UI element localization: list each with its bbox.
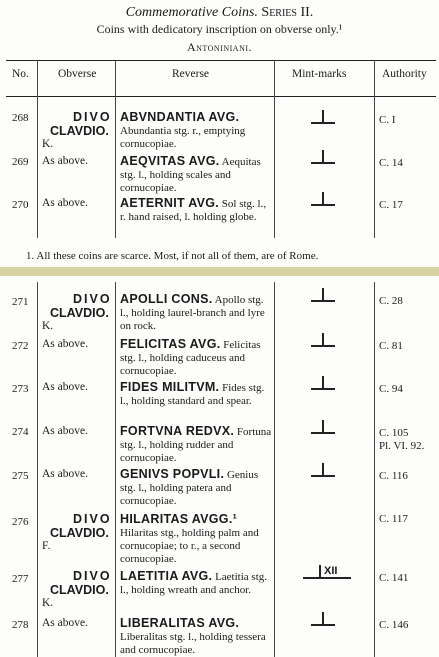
column-divider: [374, 60, 375, 238]
page-subtitle: Coins with dedicatory inscription on obverse only.¹: [96, 22, 343, 36]
table-header-rule: [6, 96, 436, 97]
row-number: 268: [12, 112, 29, 124]
title-text: Commemorative Coins.: [125, 5, 258, 20]
obverse-text: As above.: [42, 338, 88, 350]
reverse-legend: ABVNDANTIA AVG.: [120, 110, 240, 124]
reverse-description: Abundantia stg. r., emptying cornucopiae.: [120, 125, 246, 150]
reverse-cell: [120, 338, 272, 378]
reverse-description: Genius stg. l., holding patera and cornucopiae.: [120, 469, 259, 507]
obverse-claudio: CLAVDIO.: [50, 306, 109, 320]
row-number: 272: [12, 340, 29, 352]
authority: C. 17: [379, 199, 403, 211]
row-number: 274: [12, 426, 29, 438]
mint-mark: [311, 288, 335, 302]
obverse-divo: DIVO: [73, 569, 112, 583]
obverse-text: As above.: [42, 468, 88, 480]
row-number: 275: [12, 470, 29, 482]
authority: C. 14: [379, 157, 403, 169]
row-number: 273: [12, 383, 29, 395]
reverse-description: Fortuna stg. l., holding rudder and cornucopiae.: [120, 426, 272, 464]
row-number: 270: [12, 199, 29, 211]
column-header-authority: Authority: [382, 68, 427, 80]
authority: C. 116: [379, 470, 408, 482]
reverse-cell: [120, 155, 272, 195]
reverse-cell: [120, 513, 272, 566]
obverse-mint-letter: F.: [42, 540, 51, 552]
reverse-description: Hilaritas stg., holding palm and cornucopiae; to r., a second cornucopiae.: [120, 527, 259, 565]
reverse-cell: [120, 293, 272, 333]
reverse-description: Aequitas stg. l., holding scales and cornucopiae.: [120, 156, 261, 194]
obverse-claudio: CLAVDIO.: [50, 526, 109, 540]
obverse-text: As above.: [42, 197, 88, 209]
mint-mark: [311, 612, 335, 626]
row-number: 271: [12, 296, 29, 308]
obverse-mint-letter: K.: [42, 597, 54, 609]
plate-reference: Pl. VI. 92.: [379, 440, 425, 452]
reverse-cell: [120, 617, 272, 657]
reverse-description: Laetitia stg. l., holding wreath and anchor.: [120, 571, 268, 596]
reverse-legend: LIBERALITAS AVG.: [120, 616, 240, 630]
authority: C. 94: [379, 383, 403, 395]
page-break-band: [0, 267, 439, 276]
reverse-legend: APOLLI CONS.: [120, 292, 213, 306]
column-divider: [37, 60, 38, 238]
reverse-cell: [120, 197, 272, 224]
row-number: 276: [12, 516, 29, 528]
obverse-claudio: CLAVDIO.: [50, 583, 109, 597]
column-divider: [274, 60, 275, 238]
reverse-legend: FELICITAS AVG.: [120, 337, 221, 351]
reverse-cell: [120, 111, 272, 151]
obverse-text: As above.: [42, 617, 88, 629]
reverse-legend: LAETITIA AVG.: [120, 569, 213, 583]
column-header-no: No.: [12, 68, 29, 80]
row-number: 269: [12, 156, 29, 168]
mint-mark: [311, 420, 335, 434]
reverse-cell: [120, 381, 272, 408]
reverse-description: Fides stg. l., holding standard and spear.: [120, 382, 265, 407]
column-header-reverse: Reverse: [172, 68, 210, 80]
reverse-cell: [120, 468, 272, 508]
authority: C. 105: [379, 427, 409, 439]
mint-mark: [311, 192, 335, 206]
obverse-divo: DIVO: [73, 292, 112, 306]
mint-mark: [311, 376, 335, 390]
obverse-text: As above.: [42, 155, 88, 167]
obverse-mint-letter: K.: [42, 320, 54, 332]
column-divider: [115, 282, 116, 657]
authority: C. 117: [379, 513, 408, 525]
reverse-legend: GENIVS POPVLI.: [120, 467, 225, 481]
reverse-legend: HILARITAS AVGG.¹: [120, 512, 238, 526]
reverse-cell: [120, 570, 272, 597]
mint-mark: [311, 333, 335, 347]
column-divider: [37, 282, 38, 657]
reverse-legend: AEQVITAS AVG.: [120, 154, 220, 168]
column-header-mint-marks: Mint-marks: [292, 68, 347, 80]
reverse-cell: [120, 425, 272, 465]
reverse-legend: FIDES MILITVM.: [120, 380, 220, 394]
authority: C. 141: [379, 572, 409, 584]
obverse-claudio: CLAVDIO.: [50, 124, 109, 138]
authority: C. I: [379, 114, 396, 126]
authority: C. 81: [379, 340, 403, 352]
reverse-legend: FORTVNA REDVX.: [120, 424, 235, 438]
obverse-divo: DIVO: [73, 110, 112, 124]
reverse-legend: AETERNIT AVG.: [120, 196, 220, 210]
column-divider: [274, 282, 275, 657]
footnote: 1. All these coins are scarce. Most, if not all of them, are of Rome.: [26, 250, 319, 262]
obverse-text: As above.: [42, 425, 88, 437]
series-text: Series II.: [261, 5, 314, 20]
reverse-description: Apollo stg. l., holding laurel-branch and lyre on rock.: [120, 294, 265, 332]
obverse-mint-letter: K.: [42, 138, 54, 150]
mint-mark: [311, 150, 335, 164]
row-number: 278: [12, 619, 29, 631]
mint-mark: [311, 463, 335, 477]
table-top-rule: [6, 60, 436, 61]
reverse-description: Felicitas stg. l., holding caduceus and cornucopiae.: [120, 339, 261, 377]
section-title: Antoniniani.: [186, 40, 253, 54]
column-divider: [115, 60, 116, 238]
obverse-text: As above.: [42, 381, 88, 393]
row-number: 277: [12, 573, 29, 585]
mint-mark: [311, 110, 335, 124]
mint-mark-officina: XII: [324, 565, 338, 577]
reverse-description: Liberalitas stg. l., holding tessera and cornucopiae.: [120, 631, 266, 656]
column-header-obverse: Obverse: [58, 68, 97, 80]
reverse-description: Sol stg. l., r. hand raised, l. holding globe.: [120, 198, 267, 223]
page-title: [0, 5, 439, 21]
authority: C. 146: [379, 619, 409, 631]
authority: C. 28: [379, 295, 403, 307]
obverse-divo: DIVO: [73, 512, 112, 526]
column-divider: [374, 282, 375, 657]
